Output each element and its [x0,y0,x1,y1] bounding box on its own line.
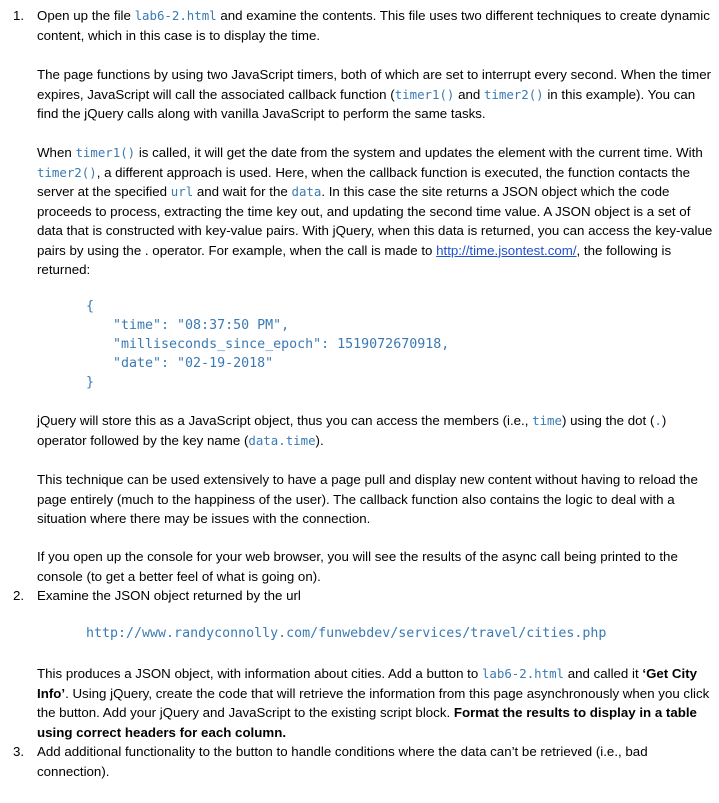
time-jsontest-link[interactable]: http://time.jsontest.com/ [436,242,577,258]
format-instruction: Format the results to display in a table using correct headers for each column. [37,705,697,740]
code-timer2: timer2() [483,86,544,102]
json-line-date: "date": "02-19-2018" [113,356,274,371]
json-close-brace: } [86,375,95,390]
json-line-time: "time": "08:37:50 PM", [113,318,290,333]
item1-timer-details-paragraph: When timer1() is called, it will get the date from the system and updates the element with the current time. With timer2(), a different approach is used. Here, when the callback function is executed, the function contacts the server at the specified url and wait for the data. In this case the site returns a JSON object which the code proceeds to process, extracting the time key out, and updating the second time value. A JSON object is a set of data that is constructed with key-value pairs. With jQuery, when this data is returned, you can access the key-value pairs by using the . operator. For example, when the call is made to http://time.jsontest.com/, the following is returned: [37,145,713,277]
code-timer1: timer1() [394,86,455,102]
item3-text: Add additional functionality to the button to handle conditions where the data can’t be retrieved (i.e., bad connection). [37,744,648,779]
code-file-name: lab6-2.html [134,8,217,23]
item1-intro: Open up the file lab6-2.html and examine the contents. This file uses two different techniques to create dynamic content, which in this case is to display the time. [37,8,710,43]
item2-intro: Examine the JSON object returned by the url [37,588,301,603]
item1-console-paragraph: If you open up the console for your web browser, you will see the results of the async call being printed to the console (to get a better feel of what is going on). [37,549,678,584]
json-line-epoch: "milliseconds_since_epoch": 1519072670918, [113,337,450,352]
item2-instructions-paragraph: This produces a JSON object, with information about cities. Add a button to lab6-2.html and called it ‘Get City Info’. Using jQuery, create the code that will retrieve the information from this page asynchronously when you click the button. Add your jQuery and JavaScript to the existing script block. Format the results to display in a table using correct headers for each column. [37,666,710,740]
list-number-1: 1. [13,8,25,23]
list-number-2: 2. [13,588,25,603]
cities-url: http://www.randyconnolly.com/funwebdev/services/travel/cities.php [86,626,607,641]
item1-timers-paragraph: The page functions by using two JavaScript timers, both of which are set to interrupt every second. When the timer expires, JavaScript will call the associated callback function (timer1() and timer2() in this example). You can find the jQuery calls along with vanilla JavaScript to perform the same tasks. [37,67,712,121]
button-name: ‘Get City Info’ [37,666,698,701]
json-open-brace: { [86,299,95,314]
item1-technique-paragraph: This technique can be used extensively to have a page pull and display new content without having to reload the page entirely (much to the happiness of the user). The callback function also contains the logic to deal with a situation where there may be issues with the connection. [37,472,698,526]
item1-jquery-paragraph: jQuery will store this as a JavaScript object, thus you can access the members (i.e., time) using the dot (.) operator followed by the key name (data.time). [37,413,667,448]
list-number-3: 3. [13,744,25,759]
